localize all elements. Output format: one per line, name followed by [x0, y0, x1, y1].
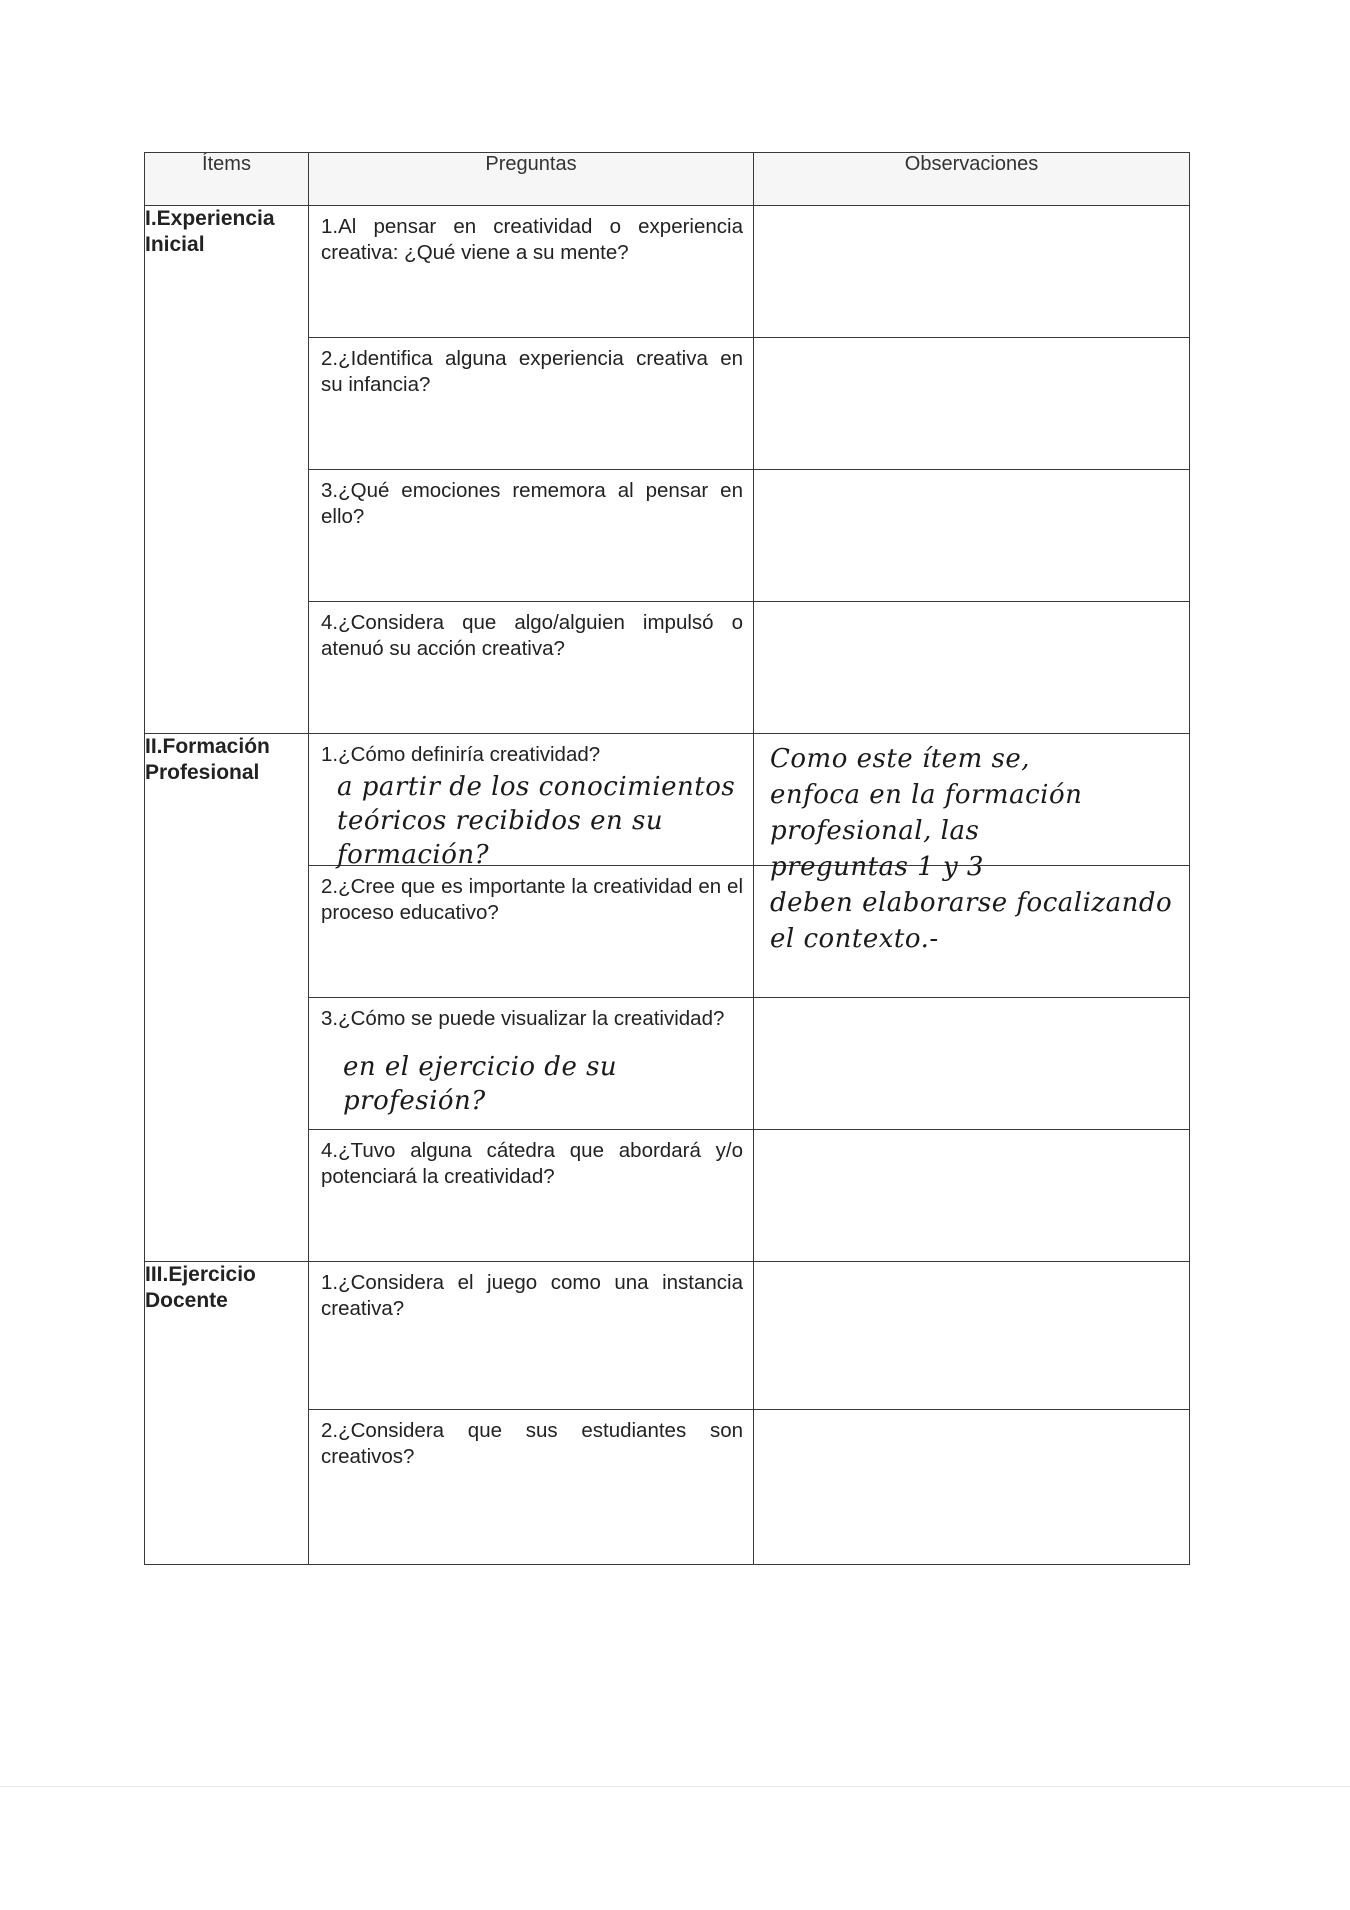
question-text: 4.¿Considera que algo/alguien impulsó o atenuó su acción creativa? [321, 611, 743, 660]
scan-edge-divider [0, 1786, 1350, 1787]
question-cell [309, 602, 754, 734]
observation-cell [754, 1410, 1190, 1565]
handwritten-note: en el ejercicio de su profesión? [343, 1052, 618, 1116]
handwritten-observation [770, 742, 1200, 958]
question-text: 4.¿Tuvo alguna cátedra que abordará y/o potenciará la creatividad? [321, 1139, 743, 1188]
question-cell [309, 998, 754, 1130]
header-row [145, 153, 1190, 206]
header-items: Ítems [145, 153, 309, 206]
header-observations: Observaciones [754, 153, 1190, 206]
question-text: 1.Al pensar en creatividad o experiencia creativa: ¿Qué viene a su mente? [321, 215, 743, 264]
handwritten-note: a partir de los conocimientos teóricos recibidos en su formación? [337, 772, 736, 870]
question-cell [309, 1410, 754, 1565]
question-cell [309, 1130, 754, 1262]
question-text: 3.¿Qué emociones rememora al pensar en ello? [321, 479, 743, 528]
section-label-formacion-profesional: II.Formación Profesional [145, 734, 309, 1262]
question-text: 3.¿Cómo se puede visualizar la creatividad? [321, 1007, 725, 1030]
table-row [145, 206, 1190, 338]
handwritten-line: el contexto.- [770, 924, 939, 954]
question-cell [309, 1262, 754, 1410]
observation-cell [754, 338, 1190, 470]
question-cell [309, 206, 754, 338]
observation-cell [754, 1262, 1190, 1410]
handwritten-line: Como este ítem se, [770, 744, 1031, 774]
observation-cell [754, 998, 1190, 1130]
section-label-experiencia-inicial: I.Experiencia Inicial [145, 206, 309, 734]
section-label-ejercicio-docente: III.Ejercicio Docente [145, 1262, 309, 1565]
question-text: 2.¿Cree que es importante la creatividad en el proceso educativo? [321, 875, 743, 924]
handwritten-line: deben elaborarse focalizando [770, 888, 1173, 918]
observation-cell [754, 470, 1190, 602]
observation-cell [754, 1130, 1190, 1262]
question-text: 1.¿Cómo definiría creatividad? [321, 743, 601, 766]
handwritten-line: preguntas 1 y 3 [770, 852, 984, 882]
question-cell [309, 470, 754, 602]
question-text: 2.¿Identifica alguna experiencia creativa en su infancia? [321, 347, 743, 396]
header-questions: Preguntas [309, 153, 754, 206]
question-text: 2.¿Considera que sus estudiantes son creativos? [321, 1419, 743, 1468]
question-cell [309, 338, 754, 470]
observation-cell [754, 602, 1190, 734]
question-cell [309, 734, 754, 870]
question-text: 1.¿Considera el juego como una instancia creativa? [321, 1271, 743, 1320]
table-row [145, 1262, 1190, 1410]
observation-cell [754, 206, 1190, 338]
handwritten-line: profesional, las [770, 816, 980, 846]
question-cell [309, 866, 754, 998]
handwritten-line: enfoca en la formación [770, 780, 1083, 810]
